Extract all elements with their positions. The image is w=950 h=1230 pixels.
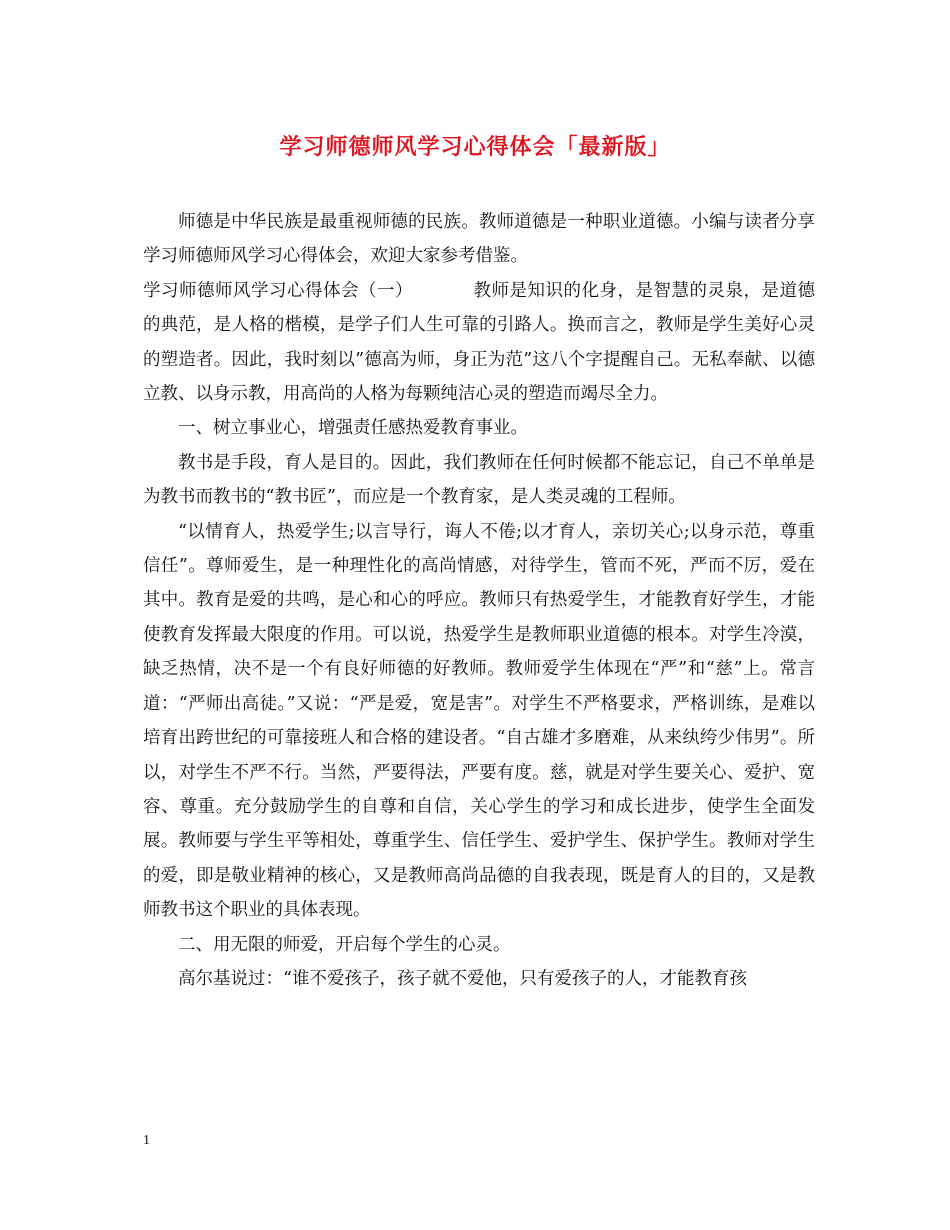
section1-heading: 学习师德师风学习心得体会（一）	[143, 280, 413, 301]
intro-paragraph: 师德是中华民族是最重视师德的民族。教师道德是一种职业道德。小编与读者分享学习师德师风学习心得体会，欢迎大家参考借鉴。	[143, 212, 815, 267]
page-number: 1	[143, 1133, 150, 1148]
point1-paragraph-2: “以情育人，热爱学生;以言导行，诲人不倦;以才育人，亲切关心;以身示范，尊重信任”。尊师爱生，是一种理性化的高尚情感，对待学生，管而不死，严而不厉，爱在其中。教育是爱的共鸣，是心和心的呼应。教师只有热爱学生，才能教育好学生，才能使教育发挥最大限度的作用。可以说，热爱学生是教师职业道德的根本。对学生冷漠，缺乏热情，决不是一个有良好师德的好教师。教师爱学生体现在“严”和“慈”上。常言道：“严师出高徒。”又说：“严是爱，宽是害”。对学生不严格要求，严格训练，是难以培育出跨世纪的可靠接班人和合格的建设者。“自古雄才多磨难，从来纨绔少伟男”。所以，对学生不严不行。当然，严要得法，严要有度。慈，就是对学生要关心、爱护、宽容、尊重。充分鼓励学生的自尊和自信，关心学生的学习和成长进步，使学生全面发展。教师要与学生平等相处，尊重学生、信任学生、爱护学生、保护学生。教师对学生的爱，即是敬业精神的核心，又是教师高尚品德的自我表现，既是育人的目的，又是教师教书这个职业的具体表现。	[143, 521, 815, 921]
document-title: 学习师德师风学习心得体会「最新版」	[279, 135, 671, 160]
point2-heading: 二、用无限的师爱，开启每个学生的心灵。	[178, 934, 511, 955]
section1-text: 教师是知识的化身，是智慧的灵泉，是道德的典范，是人格的楷模，是学子们人生可靠的引路人。换而言之，教师是学生美好心灵的塑造者。因此，我时刻以”德高为师，身正为范”这八个字提醒自己。无私奉献、以德立教、以身示教，用高尚的人格为每颗纯洁心灵的塑造而竭尽全力。	[143, 280, 815, 405]
section1-paragraph	[143, 274, 815, 412]
point1-paragraph-1: 教书是手段，育人是目的。因此，我们教师在任何时候都不能忘记，自己不单单是为教书而教书的“教书匠”，而应是一个教育家，是人类灵魂的工程师。	[143, 452, 815, 508]
point1-heading: 一、树立事业心，增强责任感热爱教育事业。	[178, 418, 528, 439]
document-body	[143, 205, 815, 996]
point2-paragraph-1: 高尔基说过：“谁不爱孩子，孩子就不爱他，只有爱孩子的人，才能教育孩	[178, 968, 747, 989]
